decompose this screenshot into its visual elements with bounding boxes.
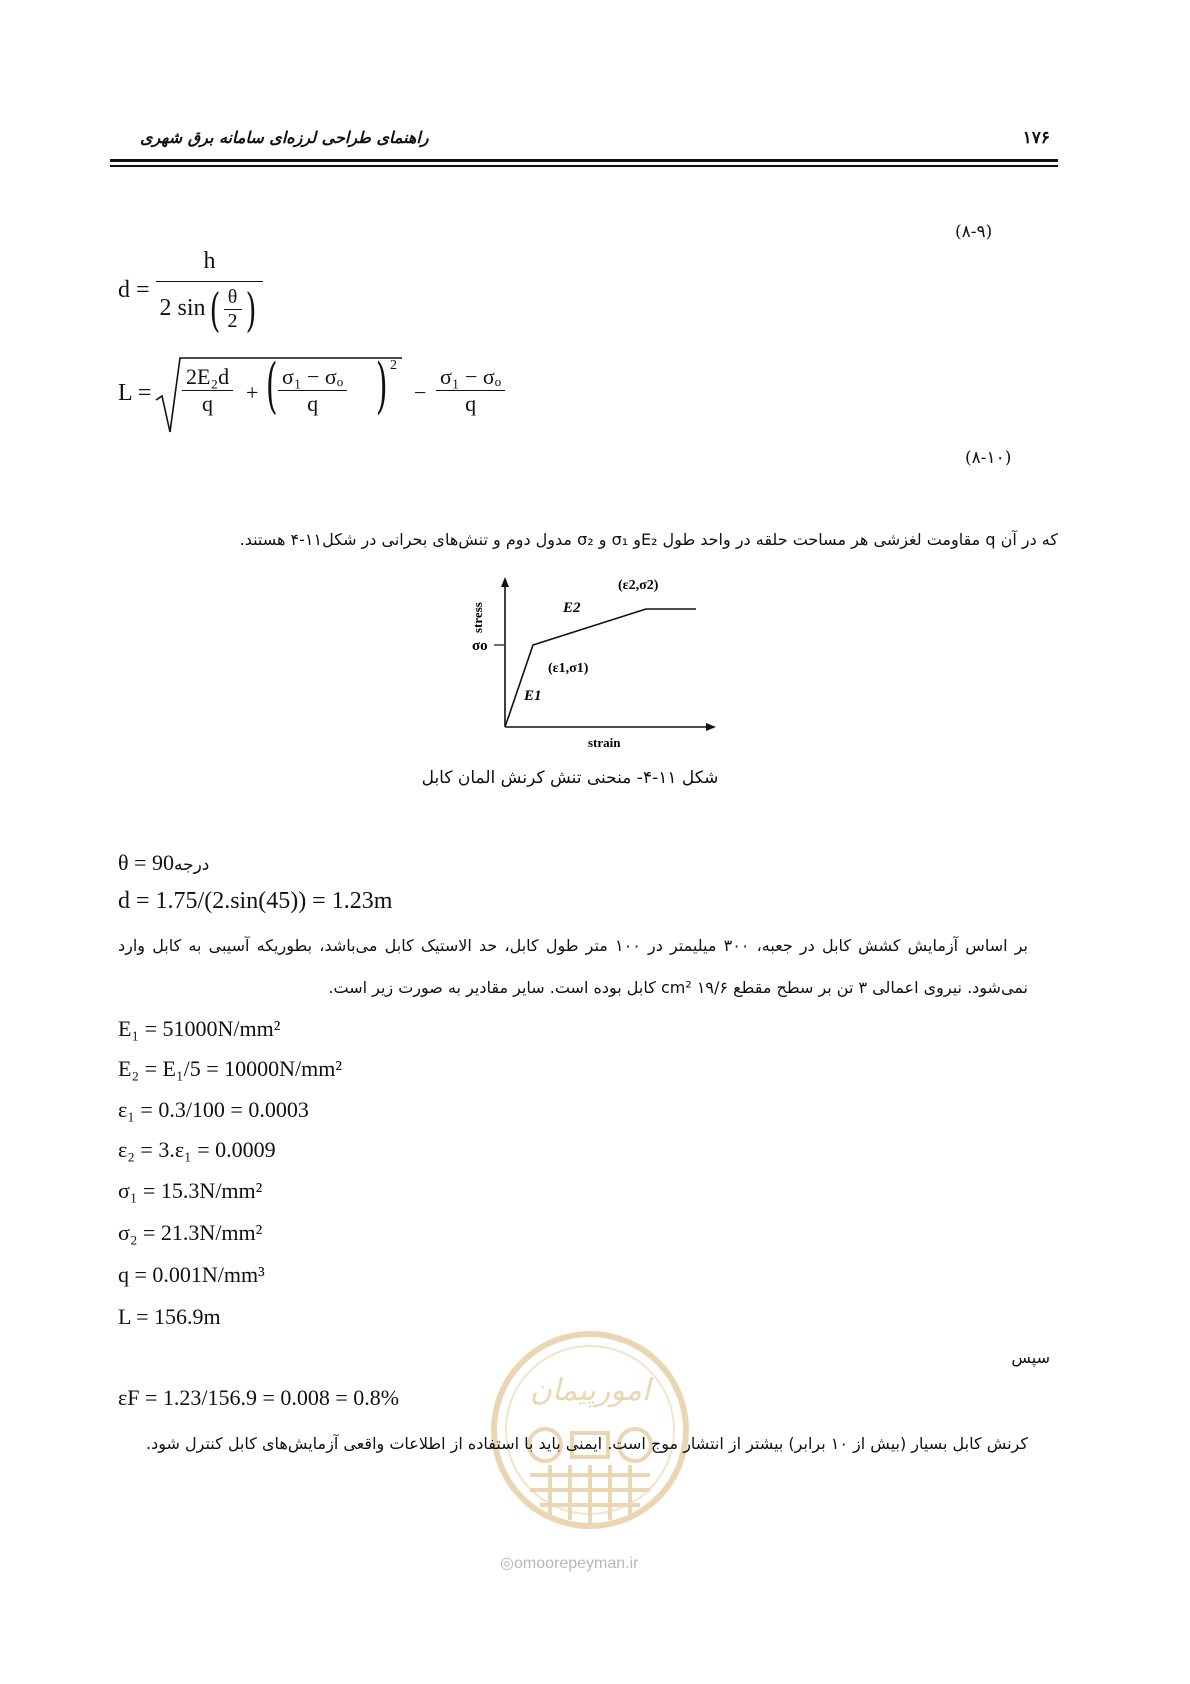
eq-L-paren-close: ) bbox=[375, 351, 388, 421]
eq-d-den-sin: 2 sin bbox=[159, 295, 206, 322]
x-axis-label: strain bbox=[588, 735, 621, 750]
theta-unit: درجه bbox=[173, 855, 210, 875]
eq-d-lhs: d = bbox=[118, 277, 150, 303]
eq-L-frac2-den: q bbox=[307, 391, 319, 416]
eq-L-frac1 bbox=[182, 364, 233, 417]
point1-label: (ε1,σ1) bbox=[548, 661, 589, 676]
body-paragraph: بر اساس آزمایش کشش کابل در جعبه، ۳۰۰ میلیمتر در ۱۰۰ متر طول کابل، حد الاستیک کابل می‌باشد، بطوریکه آسیبی به کابل وارد نمی‌شود. نیروی اعمالی ۳ تن بر سطح مقطع cm² ۱۹/۶ کابل بوده است. سایر مقادیر به صورت زیر است. bbox=[118, 936, 1028, 997]
value-eps1: ε₁ = 0.3/100 = 0.0003 bbox=[118, 1097, 309, 1122]
eq-L-frac3-den: q bbox=[465, 391, 477, 416]
watermark-url-icon: ◎ bbox=[500, 1555, 514, 1572]
eq-L-minus: − bbox=[414, 380, 427, 405]
eq-L-frac1-den: q bbox=[202, 391, 214, 416]
eq-L-paren-open: ( bbox=[265, 351, 278, 421]
final-paragraph: کرنش کابل بسیار (بیش از ۱۰ برابر) بیشتر از انتشار موج است. ایمنی باید با استفاده از اطلاعات واقعی آزمایش‌های کابل کنترل شود. bbox=[146, 1434, 1028, 1453]
equation-number-10: (۸-۱۰) bbox=[965, 448, 1012, 468]
eq-d-theta: θ bbox=[224, 286, 242, 310]
sigma-o-label: σo bbox=[472, 638, 488, 654]
eq-L-frac2-num: σ₁ − σₒ bbox=[278, 364, 347, 391]
eq-L-frac1-num: 2E₂d bbox=[182, 364, 233, 391]
x-axis-arrow bbox=[706, 723, 716, 731]
page-number: ۱۷۶ bbox=[1022, 128, 1050, 148]
value-sigma1: σ₁ = 15.3N/mm² bbox=[118, 1178, 263, 1203]
intro-paragraph: که در آن q مقاومت لغزشی هر مساحت حلقه در واحد طول E₂و σ₁ و σ₂ مدول دوم و تنش‌های بحرانی در شکل۱۱-۴ هستند. bbox=[239, 530, 1058, 549]
figure-caption: شکل ۱۱-۴- منحنی تنش کرنش المان کابل bbox=[421, 768, 719, 788]
watermark-logo-text: امورپیمان bbox=[529, 1373, 651, 1408]
watermark-url-text: omoorepeyman.ir bbox=[513, 1555, 639, 1572]
eq-L-lhs: L = bbox=[118, 380, 152, 406]
point2-label: (ε2,σ2) bbox=[618, 578, 659, 593]
y-axis-arrow bbox=[501, 577, 509, 587]
e1-label: E1 bbox=[524, 688, 542, 704]
value-sigma2: σ₂ = 21.3N/mm² bbox=[118, 1220, 263, 1245]
stress-strain-curve bbox=[505, 609, 696, 727]
header-rule-thin bbox=[110, 165, 1058, 167]
value-eps2: ε₂ = 3.ε₁ = 0.0009 bbox=[118, 1137, 276, 1162]
eq-d-den-half-theta bbox=[224, 286, 242, 333]
value-E2: E₂ = E₁/5 = 10000N/mm² bbox=[118, 1056, 342, 1081]
eq-d-numerator: h bbox=[156, 248, 264, 282]
d-calculation: d = 1.75/(2.sin(45)) = 1.23m bbox=[118, 888, 393, 914]
eq-L-frac2 bbox=[278, 364, 347, 417]
value-L: L = 156.9m bbox=[118, 1304, 221, 1329]
value-E1: E₁ = 51000N/mm² bbox=[118, 1016, 281, 1041]
watermark-url bbox=[500, 1553, 638, 1573]
eq-d-fraction bbox=[156, 248, 264, 337]
eq-d-denominator: 2 sin( $\frac{\theta}{2}$ ) bbox=[159, 282, 256, 337]
then-word: سپس bbox=[1011, 1348, 1050, 1367]
running-header-title: راهنمای طراحی لرزه‌ای سامانه برق شهری bbox=[140, 128, 429, 147]
eq-L-frac3 bbox=[436, 364, 505, 417]
y-axis-label: stress bbox=[470, 602, 485, 633]
theta-value bbox=[118, 850, 209, 876]
e2-label: E2 bbox=[563, 600, 581, 616]
strain-result: εF = 1.23/156.9 = 0.008 = 0.8% bbox=[118, 1385, 400, 1410]
eq-L-exponent: 2 bbox=[390, 358, 397, 373]
equation-number-9: (۸-۹) bbox=[955, 222, 993, 242]
value-q: q = 0.001N/mm³ bbox=[118, 1262, 265, 1287]
equation-d bbox=[118, 248, 263, 337]
eq-L-frac3-num: σ₁ − σₒ bbox=[436, 364, 505, 391]
eq-d-two: 2 bbox=[227, 310, 238, 332]
header-rule-thick bbox=[110, 159, 1058, 162]
stress-strain-figure bbox=[460, 575, 720, 755]
eq-L-plus: + bbox=[246, 380, 259, 405]
theta-expression: θ = 90 bbox=[118, 850, 174, 875]
